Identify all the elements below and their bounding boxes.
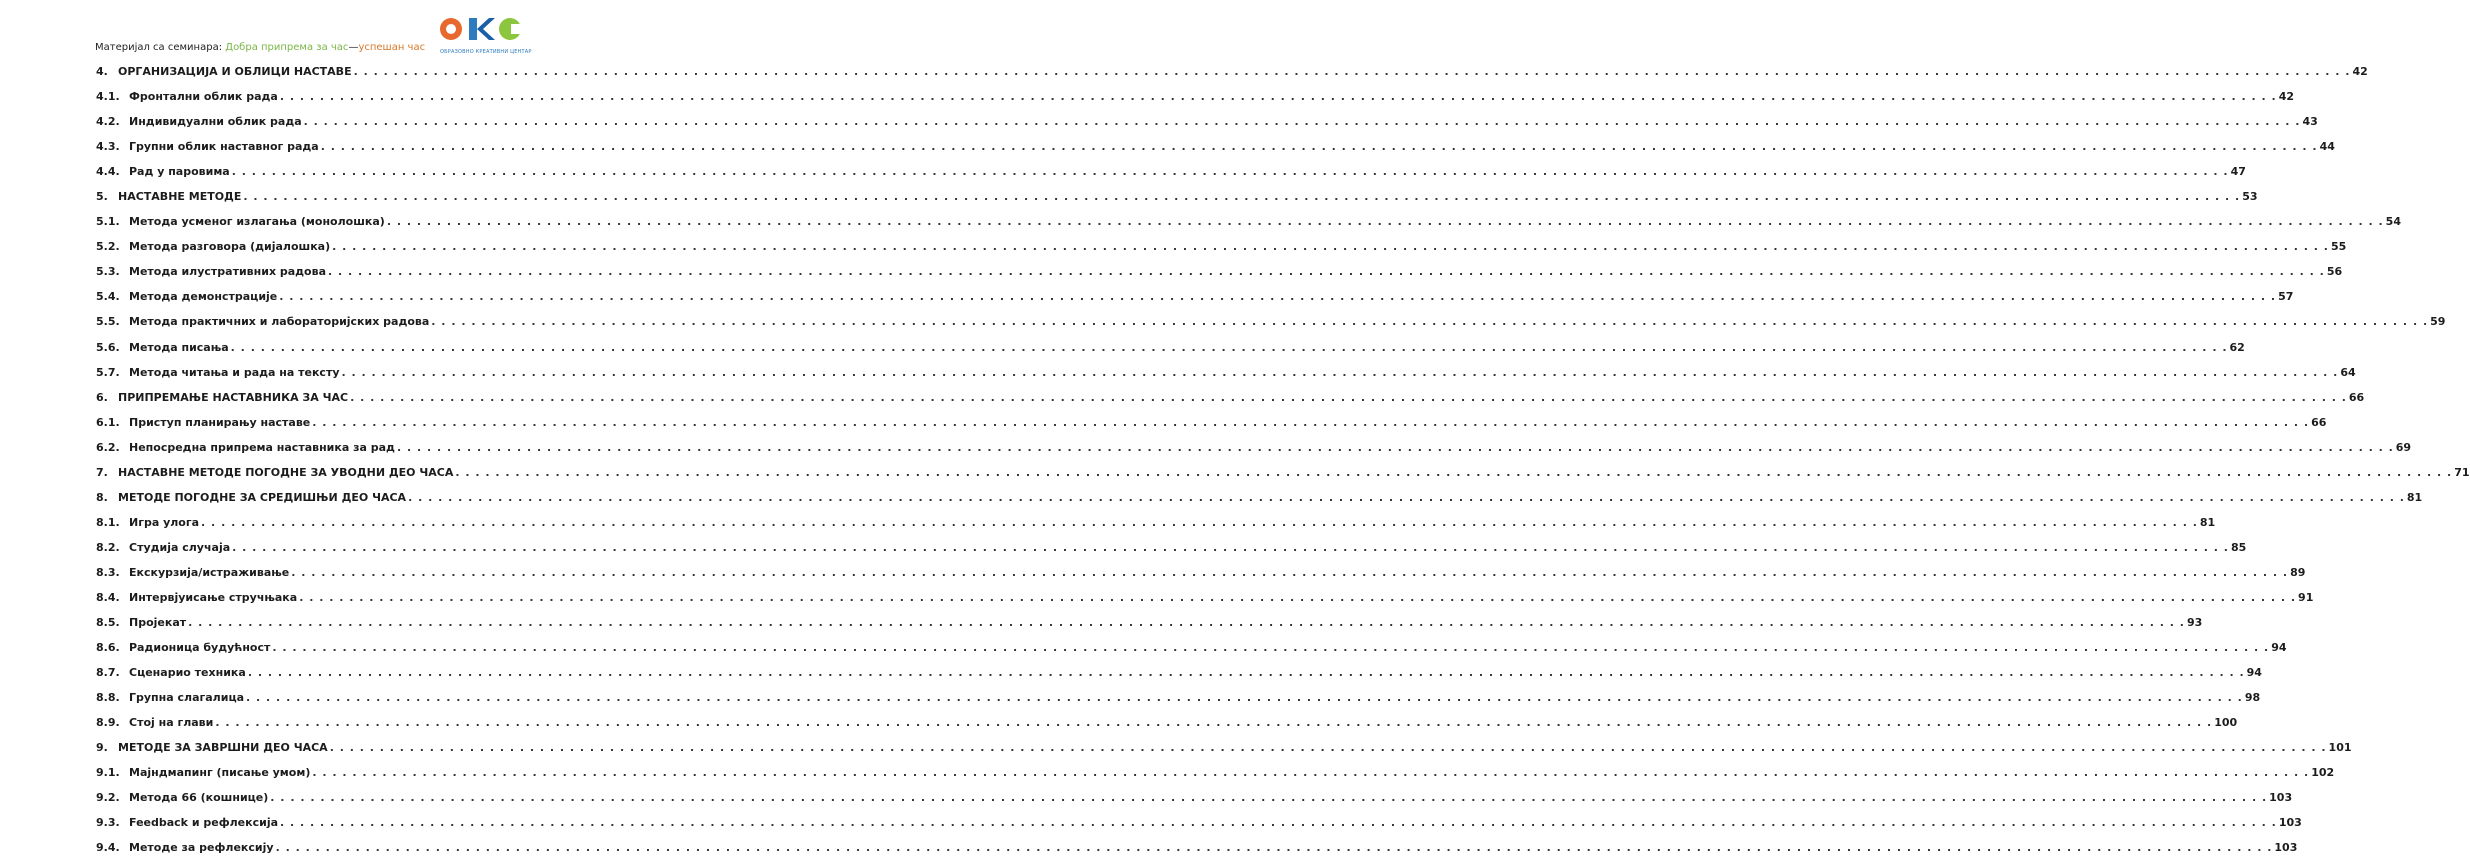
toc-entry-page: 101	[2328, 741, 2352, 755]
toc-entry-title: Метода практичних и лабораторијских радова	[129, 315, 430, 329]
toc-leader-dots: . . . . . . . . . . . . . . . . . . . . . . . . . . . . . . . . . . . . . . . . . . . . . . . . . . . . . . . . . . . . . . . . . . . . . . . . . . . . . . . . . . . . . . . . . . . . . . . . . . . . . . . . . . . . . . . . . . . . . . . . . . . . . . . . . . . . . . . . . . . . . . . . . . . . . . . . . . . . . . . . . . . . . . . . . . . . . . . . . . . . . . . . . . . . . . . . . . . . . . . .	[230, 340, 2228, 354]
toc-entry-number: 5.5.	[96, 315, 120, 329]
toc-entry-number: 4.4.	[96, 165, 120, 179]
toc-entry-title: Метода разговора (дијалошка)	[129, 240, 331, 254]
toc-entry	[96, 741, 2352, 766]
toc-entry	[96, 816, 2302, 841]
toc-leader-dots: . . . . . . . . . . . . . . . . . . . . . . . . . . . . . . . . . . . . . . . . . . . . . . . . . . . . . . . . . . . . . . . . . . . . . . . . . . . . . . . . . . . . . . . . . . . . . . . . . . . . . . . . . . . . . . . . . . . . . . . . . . . . . . . . . . . . . . . . . . . . . . . . . . . . . . . . . . . . . . . . . . . . . . . . . . . . . . . . . . . . . . . . . . . . . . . . . . . . . . . .	[279, 90, 2277, 104]
toc-leader-dots: . . . . . . . . . . . . . . . . . . . . . . . . . . . . . . . . . . . . . . . . . . . . . . . . . . . . . . . . . . . . . . . . . . . . . . . . . . . . . . . . . . . . . . . . . . . . . . . . . . . . . . . . . . . . . . . . . . . . . . . . . . . . . . . . . . . . . . . . . . . . . . . . . . . . . . . . . . . . . . . . . . . . . . . . . . . . . . . . . . . . . . . . . . . . . . . . . . . . . . . .	[328, 265, 2325, 279]
toc-entry-title: Приступ планирању наставе	[129, 415, 311, 429]
toc-entry	[96, 666, 2262, 691]
toc-entry	[96, 540, 2247, 566]
toc-entry	[96, 590, 2314, 616]
toc-entry	[96, 90, 2294, 115]
toc-leader-dots: . . . . . . . . . . . . . . . . . . . . . . . . . . . . . . . . . . . . . . . . . . . . . . . . . . . . . . . . . . . . . . . . . . . . . . . . . . . . . . . . . . . . . . . . . . . . . . . . . . . . . . . . . . . . . . . . . . . . . . . . . . . . . . . . . . . . . . . . . . . . . . . . . . . . . . . . . . . . . . . . . . . . . . . . . . . . . . . . . . . . . . . . . . . . . . . . . . . . . . . .	[455, 465, 2453, 479]
toc-entry-page: 42	[2352, 65, 2368, 78]
header-part1: Добра припрема за час	[225, 42, 349, 53]
logo-k-shape	[469, 18, 477, 40]
toc-entry-title: МЕТОДЕ ПОГОДНЕ ЗА СРЕДИШЊИ ДЕО ЧАСА	[118, 490, 407, 504]
toc-entry-title: Метода читања и рада на тексту	[129, 365, 340, 379]
toc-entry-number: 8.2.	[96, 540, 120, 554]
running-header	[95, 42, 425, 53]
toc-leader-dots: . . . . . . . . . . . . . . . . . . . . . . . . . . . . . . . . . . . . . . . . . . . . . . . . . . . . . . . . . . . . . . . . . . . . . . . . . . . . . . . . . . . . . . . . . . . . . . . . . . . . . . . . . . . . . . . . . . . . . . . . . . . . . . . . . . . . . . . . . . . . . . . . . . . . . . . . . . . . . . . . . . . . . . . . . . . . . . . . . . . . . . . . . . . . . . . . . . . . . . . .	[215, 716, 2213, 730]
toc-entry-page: 102	[2311, 766, 2335, 780]
toc-entry-number: 9.	[96, 741, 108, 755]
toc-leader-dots: . . . . . . . . . . . . . . . . . . . . . . . . . . . . . . . . . . . . . . . . . . . . . . . . . . . . . . . . . . . . . . . . . . . . . . . . . . . . . . . . . . . . . . . . . . . . . . . . . . . . . . . . . . . . . . . . . . . . . . . . . . . . . . . . . . . . . . . . . . . . . . . . . . . . . . . . . . . . . . . . . . . . . . . . . . . . . . . . . . . . . . . . . . . . . . . . . . . . . . . .	[291, 565, 2289, 579]
toc-entry-number: 8.7.	[96, 666, 120, 680]
toc-entry-number: 5.1.	[96, 215, 120, 229]
toc-leader-dots: . . . . . . . . . . . . . . . . . . . . . . . . . . . . . . . . . . . . . . . . . . . . . . . . . . . . . . . . . . . . . . . . . . . . . . . . . . . . . . . . . . . . . . . . . . . . . . . . . . . . . . . . . . . . . . . . . . . . . . . . . . . . . . . . . . . . . . . . . . . . . . . . . . . . . . . . . . . . . . . . . . . . . . . . . . . . . . . . . . . . . . . . . . . . . . . . . . . . . . . .	[270, 791, 2268, 805]
toc-entry	[96, 290, 2294, 315]
toc-entry-number: 8.	[96, 490, 108, 504]
toc-entry-page: 81	[2199, 515, 2216, 529]
toc-entry-page: 81	[2406, 490, 2423, 504]
toc-entry-page: 85	[2231, 540, 2247, 554]
toc-entry-page: 47	[2230, 165, 2246, 179]
toc-entry-title: Метода усменог излагања (монолошка)	[129, 215, 385, 229]
toc-leader-dots: . . . . . . . . . . . . . . . . . . . . . . . . . . . . . . . . . . . . . . . . . . . . . . . . . . . . . . . . . . . . . . . . . . . . . . . . . . . . . . . . . . . . . . . . . . . . . . . . . . . . . . . . . . . . . . . . . . . . . . . . . . . . . . . . . . . . . . . . . . . . . . . . . . . . . . . . . . . . . . . . . . . . . . . . . . . . . . . . . . . . . . . . . . . . . . . . . . . . . . . .	[320, 140, 2318, 154]
toc-entry-title: НАСТАВНЕ МЕТОДЕ	[118, 190, 242, 204]
toc-leader-dots: . . . . . . . . . . . . . . . . . . . . . . . . . . . . . . . . . . . . . . . . . . . . . . . . . . . . . . . . . . . . . . . . . . . . . . . . . . . . . . . . . . . . . . . . . . . . . . . . . . . . . . . . . . . . . . . . . . . . . . . . . . . . . . . . . . . . . . . . . . . . . . . . . . . . . . . . . . . . . . . . . . . . . . . . . . . . . . . . . . . . . . . . . . . . . . . . . . . . . . . .	[312, 415, 2310, 429]
toc-entry-page: 57	[2278, 290, 2294, 304]
toc-entry	[96, 115, 2318, 140]
toc-entry-number: 8.8.	[96, 691, 120, 705]
toc-entry-title: Интервјуисање стручњака	[129, 590, 298, 604]
toc-entry	[96, 691, 2261, 716]
header-prefix: Материјал са семинара:	[95, 42, 226, 53]
toc-entry	[96, 465, 2470, 491]
toc-entry-number: 8.1.	[96, 515, 120, 529]
toc-entry-page: 42	[2278, 90, 2294, 104]
toc-entry-title: ОРГАНИЗАЦИЈА И ОБЛИЦИ НАСТАВЕ	[118, 65, 352, 78]
toc-entry-title: Индивидуални облик рада	[129, 115, 302, 129]
toc-leader-dots: . . . . . . . . . . . . . . . . . . . . . . . . . . . . . . . . . . . . . . . . . . . . . . . . . . . . . . . . . . . . . . . . . . . . . . . . . . . . . . . . . . . . . . . . . . . . . . . . . . . . . . . . . . . . . . . . . . . . . . . . . . . . . . . . . . . . . . . . . . . . . . . . . . . . . . . . . . . . . . . . . . . . . . . . . . . . . . . . . . . . . . . . . . . . . . . . . . . . . . . .	[243, 190, 2241, 204]
toc-leader-dots: . . . . . . . . . . . . . . . . . . . . . . . . . . . . . . . . . . . . . . . . . . . . . . . . . . . . . . . . . . . . . . . . . . . . . . . . . . . . . . . . . . . . . . . . . . . . . . . . . . . . . . . . . . . . . . . . . . . . . . . . . . . . . . . . . . . . . . . . . . . . . . . . . . . . . . . . . . . . . . . . . . . . . . . . . . . . . . . . . . . . . . . . . . . . . . . . . . . . . . . .	[299, 590, 2297, 604]
toc-entry-number: 6.	[96, 390, 108, 404]
toc-entry-title: Групна слагалица	[129, 691, 245, 705]
toc-entry-number: 4.	[96, 65, 108, 78]
toc-entry-page: 93	[2186, 616, 2203, 630]
toc-entry	[96, 190, 2258, 215]
toc-entry-title: МЕТОДЕ ЗА ЗАВРШНИ ДЕО ЧАСА	[118, 741, 328, 755]
toc-entry	[96, 841, 2298, 866]
toc-entry-page: 89	[2290, 565, 2306, 579]
toc-entry	[96, 716, 2238, 741]
toc-entry-title: Мајндмапинг (писање умом)	[129, 766, 311, 780]
toc-entry-page: 98	[2244, 691, 2261, 705]
toc-entry-title: Радионица будућност	[129, 641, 271, 655]
toc-entry-title: Метода 66 (кошнице)	[129, 791, 269, 805]
table-of-contents	[96, 65, 2470, 867]
toc-entry-number: 6.2.	[96, 440, 120, 454]
toc-entry-page: 54	[2385, 215, 2401, 229]
toc-entry-page: 103	[2278, 816, 2302, 830]
toc-entry-title: Екскурзија/истраживање	[129, 565, 290, 579]
toc-entry	[96, 766, 2335, 791]
toc-entry-number: 5.4.	[96, 290, 120, 304]
toc-entry	[96, 440, 2412, 466]
toc-entry-title: Фронтални облик рада	[129, 90, 278, 104]
toc-entry-page: 53	[2242, 190, 2258, 204]
toc-entry-number: 9.2.	[96, 791, 120, 805]
toc-entry-number: 4.2.	[96, 115, 120, 129]
toc-leader-dots: . . . . . . . . . . . . . . . . . . . . . . . . . . . . . . . . . . . . . . . . . . . . . . . . . . . . . . . . . . . . . . . . . . . . . . . . . . . . . . . . . . . . . . . . . . . . . . . . . . . . . . . . . . . . . . . . . . . . . . . . . . . . . . . . . . . . . . . . . . . . . . . . . . . . . . . . . . . . . . . . . . . . . . . . . . . . . . . . . . . . . . . . . . . . . . . . . . . . . . . .	[353, 65, 2351, 78]
toc-entry-number: 4.1.	[96, 90, 120, 104]
toc-entry-number: 4.3.	[96, 140, 120, 154]
toc-leader-dots: . . . . . . . . . . . . . . . . . . . . . . . . . . . . . . . . . . . . . . . . . . . . . . . . . . . . . . . . . . . . . . . . . . . . . . . . . . . . . . . . . . . . . . . . . . . . . . . . . . . . . . . . . . . . . . . . . . . . . . . . . . . . . . . . . . . . . . . . . . . . . . . . . . . . . . . . . . . . . . . . . . . . . . . . . . . . . . . . . . . . . . . . . . . . . . . . . . . . . . . .	[247, 666, 2245, 680]
toc-entry-number: 9.1.	[96, 766, 120, 780]
toc-leader-dots: . . . . . . . . . . . . . . . . . . . . . . . . . . . . . . . . . . . . . . . . . . . . . . . . . . . . . . . . . . . . . . . . . . . . . . . . . . . . . . . . . . . . . . . . . . . . . . . . . . . . . . . . . . . . . . . . . . . . . . . . . . . . . . . . . . . . . . . . . . . . . . . . . . . . . . . . . . . . . . . . . . . . . . . . . . . . . . . . . . . . . . . . . . . . . . . . . . . . . . . .	[431, 315, 2429, 329]
toc-entry-page: 103	[2274, 841, 2298, 855]
toc-leader-dots: . . . . . . . . . . . . . . . . . . . . . . . . . . . . . . . . . . . . . . . . . . . . . . . . . . . . . . . . . . . . . . . . . . . . . . . . . . . . . . . . . . . . . . . . . . . . . . . . . . . . . . . . . . . . . . . . . . . . . . . . . . . . . . . . . . . . . . . . . . . . . . . . . . . . . . . . . . . . . . . . . . . . . . . . . . . . . . . . . . . . . . . . . . . . . . . . . . . . . . . .	[408, 490, 2405, 504]
toc-entry-page: 62	[2229, 340, 2245, 354]
toc-entry-page: 71	[2454, 465, 2470, 479]
toc-entry-page: 43	[2302, 115, 2318, 129]
toc-entry-number: 9.4.	[96, 841, 120, 855]
toc-entry-number: 8.4.	[96, 590, 120, 604]
toc-entry-page: 56	[2326, 265, 2343, 279]
toc-entry-title: Метода демонстрације	[129, 290, 278, 304]
toc-entry-title: Студија случаја	[129, 540, 231, 554]
toc-entry-number: 5.7.	[96, 365, 120, 379]
toc-entry	[96, 415, 2327, 441]
logo-tagline: ОБРАЗОВНО КРЕАТИВНИ ЦЕНТАР	[440, 49, 532, 55]
toc-leader-dots: . . . . . . . . . . . . . . . . . . . . . . . . . . . . . . . . . . . . . . . . . . . . . . . . . . . . . . . . . . . . . . . . . . . . . . . . . . . . . . . . . . . . . . . . . . . . . . . . . . . . . . . . . . . . . . . . . . . . . . . . . . . . . . . . . . . . . . . . . . . . . . . . . . . . . . . . . . . . . . . . . . . . . . . . . . . . . . . . . . . . . . . . . . . . . . . . . . . . . . . .	[231, 165, 2229, 179]
toc-leader-dots: . . . . . . . . . . . . . . . . . . . . . . . . . . . . . . . . . . . . . . . . . . . . . . . . . . . . . . . . . . . . . . . . . . . . . . . . . . . . . . . . . . . . . . . . . . . . . . . . . . . . . . . . . . . . . . . . . . . . . . . . . . . . . . . . . . . . . . . . . . . . . . . . . . . . . . . . . . . . . . . . . . . . . . . . . . . . . . . . . . . . . . . . . . . . . . . . . . . . . . . .	[275, 841, 2273, 855]
toc-leader-dots: . . . . . . . . . . . . . . . . . . . . . . . . . . . . . . . . . . . . . . . . . . . . . . . . . . . . . . . . . . . . . . . . . . . . . . . . . . . . . . . . . . . . . . . . . . . . . . . . . . . . . . . . . . . . . . . . . . . . . . . . . . . . . . . . . . . . . . . . . . . . . . . . . . . . . . . . . . . . . . . . . . . . . . . . . . . . . . . . . . . . . . . . . . . . . . . . . . . . . . . .	[279, 290, 2277, 304]
toc-entry-number: 8.9.	[96, 716, 120, 730]
toc-leader-dots: . . . . . . . . . . . . . . . . . . . . . . . . . . . . . . . . . . . . . . . . . . . . . . . . . . . . . . . . . . . . . . . . . . . . . . . . . . . . . . . . . . . . . . . . . . . . . . . . . . . . . . . . . . . . . . . . . . . . . . . . . . . . . . . . . . . . . . . . . . . . . . . . . . . . . . . . . . . . . . . . . . . . . . . . . . . . . . . . . . . . . . . . . . . . . . . . . . . . . . . .	[246, 691, 2243, 705]
toc-entry-title: Рад у паровима	[129, 165, 230, 179]
toc-entry-title: Пројекат	[129, 616, 187, 630]
toc-entry	[96, 240, 2347, 265]
toc-entry-page: 103	[2269, 791, 2293, 805]
toc-entry-page: 91	[2298, 590, 2314, 604]
toc-entry	[96, 315, 2446, 340]
toc-leader-dots: . . . . . . . . . . . . . . . . . . . . . . . . . . . . . . . . . . . . . . . . . . . . . . . . . . . . . . . . . . . . . . . . . . . . . . . . . . . . . . . . . . . . . . . . . . . . . . . . . . . . . . . . . . . . . . . . . . . . . . . . . . . . . . . . . . . . . . . . . . . . . . . . . . . . . . . . . . . . . . . . . . . . . . . . . . . . . . . . . . . . . . . . . . . . . . . . . . . . . . . .	[188, 616, 2185, 630]
toc-leader-dots: . . . . . . . . . . . . . . . . . . . . . . . . . . . . . . . . . . . . . . . . . . . . . . . . . . . . . . . . . . . . . . . . . . . . . . . . . . . . . . . . . . . . . . . . . . . . . . . . . . . . . . . . . . . . . . . . . . . . . . . . . . . . . . . . . . . . . . . . . . . . . . . . . . . . . . . . . . . . . . . . . . . . . . . . . . . . . . . . . . . . . . . . . . . . . . . . . . . . . . . .	[329, 741, 2327, 755]
toc-entry-title: Метода писања	[129, 340, 229, 354]
toc-entry-page: 100	[2214, 716, 2238, 730]
toc-entry	[96, 165, 2246, 190]
toc-entry-number: 5.3.	[96, 265, 120, 279]
toc-leader-dots: . . . . . . . . . . . . . . . . . . . . . . . . . . . . . . . . . . . . . . . . . . . . . . . . . . . . . . . . . . . . . . . . . . . . . . . . . . . . . . . . . . . . . . . . . . . . . . . . . . . . . . . . . . . . . . . . . . . . . . . . . . . . . . . . . . . . . . . . . . . . . . . . . . . . . . . . . . . . . . . . . . . . . . . . . . . . . . . . . . . . . . . . . . . . . . . . . . . . . . . .	[341, 365, 2339, 379]
toc-entry-page: 69	[2395, 440, 2412, 454]
toc-entry	[96, 515, 2216, 541]
toc-entry-number: 6.1.	[96, 415, 120, 429]
toc-entry	[96, 65, 2368, 90]
toc-entry-page: 55	[2330, 240, 2347, 254]
toc-entry-page: 59	[2430, 315, 2446, 329]
toc-entry-number: 5.6.	[96, 340, 120, 354]
toc-entry-number: 5.	[96, 190, 108, 204]
toc-entry-title: Игра улога	[129, 515, 200, 529]
toc-entry	[96, 641, 2287, 666]
toc-entry	[96, 340, 2245, 366]
toc-entry	[96, 791, 2293, 816]
toc-entry-title: ПРИПРЕМАЊЕ НАСТАВНИКА ЗА ЧАС	[118, 390, 349, 404]
toc-leader-dots: . . . . . . . . . . . . . . . . . . . . . . . . . . . . . . . . . . . . . . . . . . . . . . . . . . . . . . . . . . . . . . . . . . . . . . . . . . . . . . . . . . . . . . . . . . . . . . . . . . . . . . . . . . . . . . . . . . . . . . . . . . . . . . . . . . . . . . . . . . . . . . . . . . . . . . . . . . . . . . . . . . . . . . . . . . . . . . . . . . . . . . . . . . . . . . . . . . . . . . . .	[396, 440, 2394, 454]
toc-entry-title: Сценарио техника	[129, 666, 246, 680]
toc-entry-title: НАСТАВНЕ МЕТОДЕ ПОГОДНЕ ЗА УВОДНИ ДЕО ЧАСА	[118, 465, 454, 479]
toc-entry-number: 5.2.	[96, 240, 120, 254]
toc-leader-dots: . . . . . . . . . . . . . . . . . . . . . . . . . . . . . . . . . . . . . . . . . . . . . . . . . . . . . . . . . . . . . . . . . . . . . . . . . . . . . . . . . . . . . . . . . . . . . . . . . . . . . . . . . . . . . . . . . . . . . . . . . . . . . . . . . . . . . . . . . . . . . . . . . . . . . . . . . . . . . . . . . . . . . . . . . . . . . . . . . . . . . . . . . . . . . . . . . . . . . . . .	[272, 641, 2270, 655]
toc-entry	[96, 616, 2203, 641]
toc-entry	[96, 215, 2401, 240]
toc-entry	[96, 490, 2423, 516]
toc-leader-dots: . . . . . . . . . . . . . . . . . . . . . . . . . . . . . . . . . . . . . . . . . . . . . . . . . . . . . . . . . . . . . . . . . . . . . . . . . . . . . . . . . . . . . . . . . . . . . . . . . . . . . . . . . . . . . . . . . . . . . . . . . . . . . . . . . . . . . . . . . . . . . . . . . . . . . . . . . . . . . . . . . . . . . . . . . . . . . . . . . . . . . . . . . . . . . . . . . . . . . . . .	[303, 115, 2301, 129]
toc-leader-dots: . . . . . . . . . . . . . . . . . . . . . . . . . . . . . . . . . . . . . . . . . . . . . . . . . . . . . . . . . . . . . . . . . . . . . . . . . . . . . . . . . . . . . . . . . . . . . . . . . . . . . . . . . . . . . . . . . . . . . . . . . . . . . . . . . . . . . . . . . . . . . . . . . . . . . . . . . . . . . . . . . . . . . . . . . . . . . . . . . . . . . . . . . . . . . . . . . . . . . . . .	[312, 766, 2310, 780]
toc-leader-dots: . . . . . . . . . . . . . . . . . . . . . . . . . . . . . . . . . . . . . . . . . . . . . . . . . . . . . . . . . . . . . . . . . . . . . . . . . . . . . . . . . . . . . . . . . . . . . . . . . . . . . . . . . . . . . . . . . . . . . . . . . . . . . . . . . . . . . . . . . . . . . . . . . . . . . . . . . . . . . . . . . . . . . . . . . . . . . . . . . . . . . . . . . . . . . . . . . . . . . . . .	[232, 540, 2229, 554]
toc-entry	[96, 390, 2365, 416]
toc-leader-dots: . . . . . . . . . . . . . . . . . . . . . . . . . . . . . . . . . . . . . . . . . . . . . . . . . . . . . . . . . . . . . . . . . . . . . . . . . . . . . . . . . . . . . . . . . . . . . . . . . . . . . . . . . . . . . . . . . . . . . . . . . . . . . . . . . . . . . . . . . . . . . . . . . . . . . . . . . . . . . . . . . . . . . . . . . . . . . . . . . . . . . . . . . . . . . . . . . . . . . . . .	[350, 390, 2347, 404]
toc-entry-page: 94	[2246, 666, 2262, 680]
toc-entry	[96, 265, 2343, 290]
toc-entry-title: Методе за рефлексију	[129, 841, 274, 855]
toc-entry-title: Групни облик наставног рада	[129, 140, 319, 154]
toc-entry-title: Непосредна припрема наставника за рад	[129, 440, 395, 454]
toc-entry	[96, 365, 2356, 391]
toc-leader-dots: . . . . . . . . . . . . . . . . . . . . . . . . . . . . . . . . . . . . . . . . . . . . . . . . . . . . . . . . . . . . . . . . . . . . . . . . . . . . . . . . . . . . . . . . . . . . . . . . . . . . . . . . . . . . . . . . . . . . . . . . . . . . . . . . . . . . . . . . . . . . . . . . . . . . . . . . . . . . . . . . . . . . . . . . . . . . . . . . . . . . . . . . . . . . . . . . . . . . . . . .	[332, 240, 2329, 254]
toc-entry-number: 7.	[96, 465, 108, 479]
toc-entry-page: 66	[2311, 415, 2327, 429]
header-sep: —	[348, 42, 359, 53]
toc-leader-dots: . . . . . . . . . . . . . . . . . . . . . . . . . . . . . . . . . . . . . . . . . . . . . . . . . . . . . . . . . . . . . . . . . . . . . . . . . . . . . . . . . . . . . . . . . . . . . . . . . . . . . . . . . . . . . . . . . . . . . . . . . . . . . . . . . . . . . . . . . . . . . . . . . . . . . . . . . . . . . . . . . . . . . . . . . . . . . . . . . . . . . . . . . . . . . . . . . . . . . . . .	[201, 515, 2198, 529]
toc-entry-title: Feedback и рефлексија	[129, 816, 279, 830]
toc-entry-number: 8.6.	[96, 641, 120, 655]
toc-entry-page: 64	[2340, 365, 2356, 379]
toc-entry-page: 44	[2319, 140, 2335, 154]
toc-entry-number: 8.3.	[96, 565, 120, 579]
toc-entry	[96, 140, 2335, 165]
toc-leader-dots: . . . . . . . . . . . . . . . . . . . . . . . . . . . . . . . . . . . . . . . . . . . . . . . . . . . . . . . . . . . . . . . . . . . . . . . . . . . . . . . . . . . . . . . . . . . . . . . . . . . . . . . . . . . . . . . . . . . . . . . . . . . . . . . . . . . . . . . . . . . . . . . . . . . . . . . . . . . . . . . . . . . . . . . . . . . . . . . . . . . . . . . . . . . . . . . . . . . . . . . .	[386, 215, 2384, 229]
toc-entry	[96, 565, 2306, 591]
toc-entry-title: Стој на глави	[129, 716, 214, 730]
toc-entry-page: 94	[2271, 641, 2287, 655]
toc-entry-page: 66	[2348, 390, 2365, 404]
header-part2: успешан час	[358, 42, 426, 53]
toc-entry-number: 9.3.	[96, 816, 120, 830]
toc-entry-number: 8.5.	[96, 616, 120, 630]
toc-leader-dots: . . . . . . . . . . . . . . . . . . . . . . . . . . . . . . . . . . . . . . . . . . . . . . . . . . . . . . . . . . . . . . . . . . . . . . . . . . . . . . . . . . . . . . . . . . . . . . . . . . . . . . . . . . . . . . . . . . . . . . . . . . . . . . . . . . . . . . . . . . . . . . . . . . . . . . . . . . . . . . . . . . . . . . . . . . . . . . . . . . . . . . . . . . . . . . . . . . . . . . . .	[280, 816, 2277, 830]
toc-entry-title: Метода илустративних радова	[129, 265, 327, 279]
